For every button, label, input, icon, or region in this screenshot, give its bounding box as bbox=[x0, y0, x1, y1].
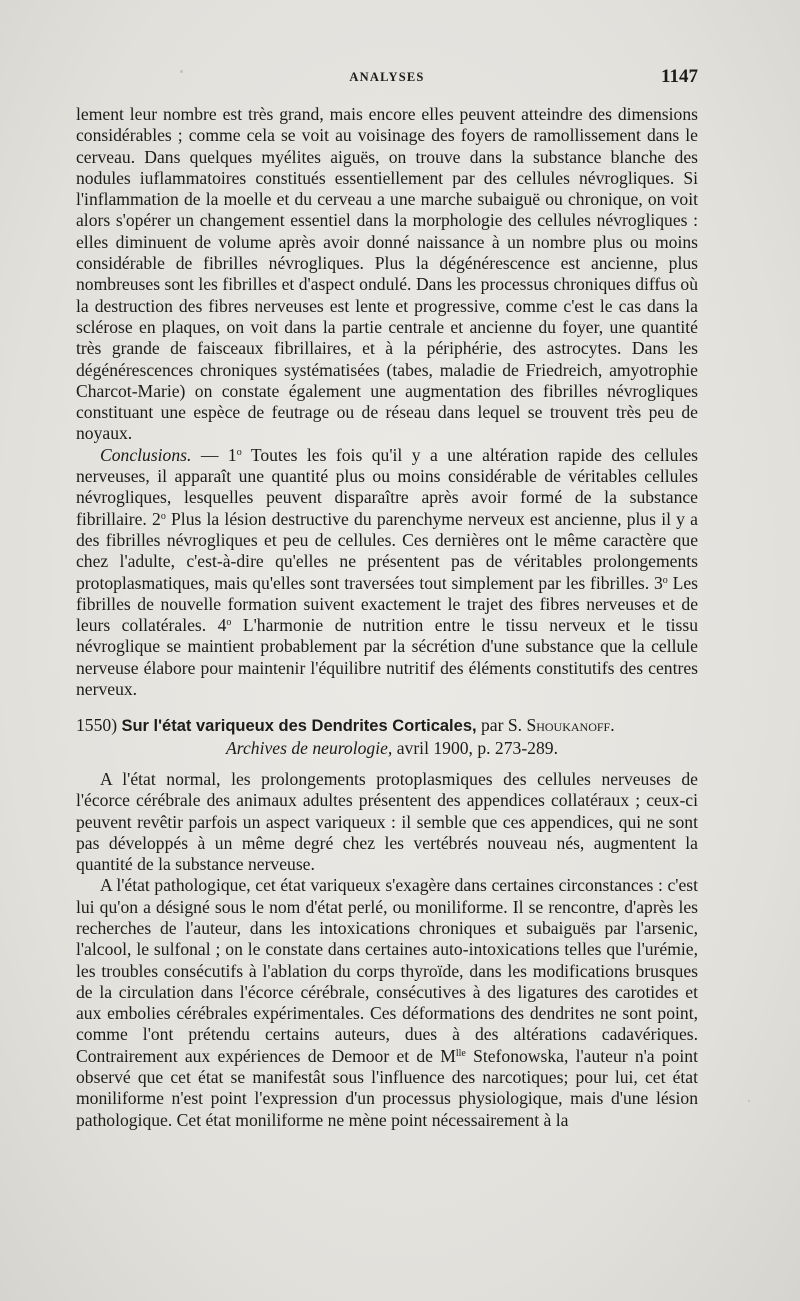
paragraph-text: Les fibrilles de nouvelle formation suivent exactement le trajet des fibres nerveuses et de leurs collatérales. 4 bbox=[76, 572, 698, 636]
title-sup: lle bbox=[455, 1047, 466, 1059]
paragraph-text: A l'état normal, les prolongements protoplasmiques des cellules nerveuses de l'écorce cérébrale des animaux adultes présentent des appendices collatéraux ; ceux-ci peuvent revêtir parfois un aspect variqueux : il semble que ces appendices, qui ne sont pas développés à un même degré chez les vertébrés nouveau nés, augmentent la quantité de la substance nerveuse. bbox=[76, 768, 698, 875]
ordinal-sup: o bbox=[662, 574, 668, 586]
page-body bbox=[76, 104, 698, 1131]
paragraph-continuation bbox=[76, 104, 698, 445]
entry-by: par S. bbox=[476, 715, 527, 736]
paragraph-pathological-state bbox=[76, 875, 698, 1131]
conclusions-label: Conclusions. bbox=[100, 444, 192, 465]
ordinal-sup: o bbox=[236, 446, 242, 458]
entry-number: 1550) bbox=[76, 715, 118, 736]
entry-author: Shoukanoff. bbox=[526, 715, 615, 736]
ink-speck bbox=[748, 1100, 750, 1102]
journal-name: Archives de neurologie, bbox=[226, 737, 393, 758]
paragraph-text: Toutes les fois qu'il y a une altération rapide des cellules nerveuses, il apparaît une quantité plus ou moins considérable de véritables cellules névrogliques, lesquelles peuvent disparaître après avoir formé de la substance fibrillaire. 2 bbox=[76, 444, 698, 529]
paragraph-text: A l'état pathologique, cet état variqueux s'exagère dans certaines circonstances : c'est lui qu'on a désigné sous le nom d'état perlé, ou moniliforme. Il se rencontre, d'après les recherches de l'auteur, dans les intoxications chroniques et subaiguës par l'arsenic, l'alcool, le sulfonal ; on le constate dans certaines auto-intoxications telles que l'urémie, les troubles consécutifs à l'ablation du corps thyroïde, dans les modifications brusques de la circulation dans l'écorce cérébrale, consécutives à des ligatures des carotides et aux embolies cérébrales expérimentales. Ces déformations des dendrites ne sont point, comme l'ont prétendu certains auteurs, dues à des altérations cadavériques. Contrairement aux expériences de Demoor et de M bbox=[76, 875, 698, 1066]
ordinal-sup: o bbox=[226, 617, 232, 629]
paragraph-conclusions bbox=[76, 445, 698, 701]
paragraph-text: — 1 bbox=[191, 444, 237, 465]
paragraph-normal-state bbox=[76, 769, 698, 875]
entry-heading bbox=[76, 715, 698, 737]
page-header bbox=[76, 66, 698, 90]
paragraph-text: Stefonowska, l'auteur n'a point observé que cet état se manifestât sous l'influence des narcotiques; pour lui, cet état moniliforme n'est point l'expression d'un processus physiologique, mais d'une lésion pathologique. Cet état moniliforme ne mène point nécessairement à la bbox=[76, 1045, 698, 1130]
ordinal-sup: o bbox=[160, 510, 166, 522]
paragraph-text: Plus la lésion destructive du parenchyme nerveux est ancienne, plus il y a des fibrilles névrogliques et peu de cellules. Ces dernières ont le même caractère que chez l'adulte, c'est-à-dire qu'elles ne présentent pas de véritables prolongements protoplasmatiques, mais qu'elles sont traversées tout simplement par les fibrilles. 3 bbox=[76, 508, 698, 593]
page-number: 1147 bbox=[661, 66, 698, 87]
running-head: ANALYSES bbox=[349, 70, 425, 84]
journal-issue: avril 1900, p. 273-289. bbox=[392, 737, 558, 758]
entry-source bbox=[76, 738, 698, 759]
paragraph-text: lement leur nombre est très grand, mais encore elles peuvent atteindre des dimensions considérables ; comme cela se voit au voisinage des foyers de ramollissement dans le cerveau. Dans quelques myélites aiguës, on trouve dans la substance blanche des nodules iuflammatoires constitués essentiellement par des cellules névrogliques. Si l'inflammation de la moelle et du cerveau a une marche subaiguë ou chronique, on voit alors s'opérer un changement essentiel dans la morphologie des cellules névrogliques : elles diminuent de volume après avoir donné naissance à un nombre plus ou moins considérable de fibrilles névrogliques. Plus la dégénérescence est ancienne, plus nombreuses sont les fibrilles et d'aspect ondulé. Dans les processus chroniques diffus où la destruction des fibres nerveuses est lente et progressive, comme c'est le cas dans la sclérose en plaques, on voit dans la partie centrale et ancienne du foyer, une quantité très grande de faisceaux fibrillaires, et à la périphérie, des astrocytes. Dans les dégénérescences chroniques systématisées (tabes, maladie de Friedreich, amyotrophie Charcot-Marie) on constate également une augmentation des fibrilles névrogliques constituant une espèce de feutrage ou de réseau dans lequel se trouvent très peu de noyaux. bbox=[76, 104, 698, 444]
paragraph-text: L'harmonie de nutrition entre le tissu nerveux et le tissu névroglique se maintient probablement par la sécrétion d'une substance que la cellule nerveuse élabore pour maintenir l'équilibre nutritif des éléments constitutifs des centres nerveux. bbox=[76, 615, 699, 700]
entry-title: Sur l'état variqueux des Dendrites Corticales, bbox=[121, 717, 477, 736]
